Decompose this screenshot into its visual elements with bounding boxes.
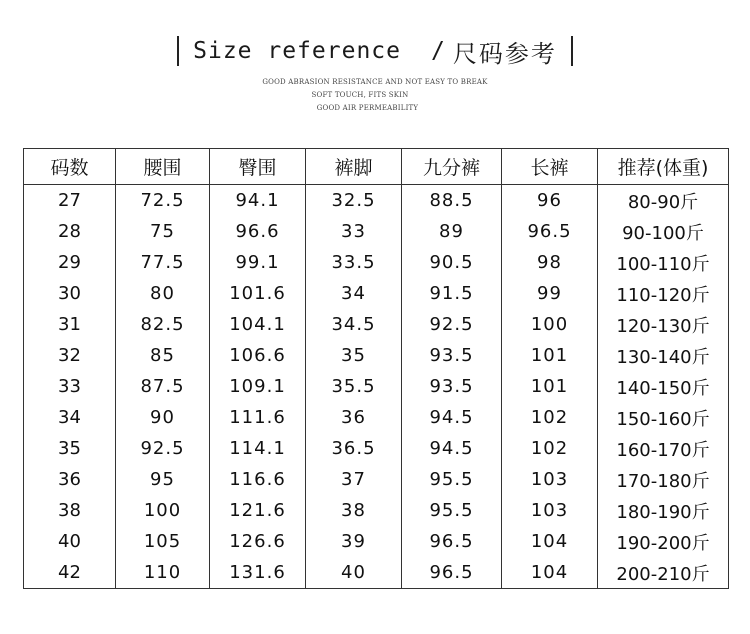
table-cell: 30 xyxy=(24,278,116,309)
table-cell: 93.5 xyxy=(402,340,502,371)
table-row xyxy=(24,557,729,589)
table-row xyxy=(24,309,729,340)
table-cell: 96.5 xyxy=(402,526,502,557)
table-cell: 90.5 xyxy=(402,247,502,278)
table-cell: 200-210斤 xyxy=(598,557,729,589)
table-cell: 96 xyxy=(502,185,598,217)
column-header: 裤脚 xyxy=(306,149,402,185)
table-cell: 99 xyxy=(502,278,598,309)
table-header-row xyxy=(24,149,729,185)
taglines xyxy=(0,76,750,115)
table-cell: 85 xyxy=(116,340,210,371)
table-row xyxy=(24,464,729,495)
table-cell: 31 xyxy=(24,309,116,340)
table-cell: 96.5 xyxy=(402,557,502,589)
table-cell: 32 xyxy=(24,340,116,371)
table-row xyxy=(24,402,729,433)
column-header: 推荐(体重) xyxy=(598,149,729,185)
tagline: SOFT TOUCH, FITS SKIN xyxy=(311,91,409,99)
table-cell: 150-160斤 xyxy=(598,402,729,433)
table-cell: 88.5 xyxy=(402,185,502,217)
table-cell: 104.1 xyxy=(210,309,306,340)
column-header: 腰围 xyxy=(116,149,210,185)
table-cell: 96.6 xyxy=(210,216,306,247)
table-cell: 140-150斤 xyxy=(598,371,729,402)
table-row xyxy=(24,278,729,309)
table-cell: 130-140斤 xyxy=(598,340,729,371)
table-cell: 35 xyxy=(24,433,116,464)
table-cell: 34 xyxy=(306,278,402,309)
title-row xyxy=(0,30,750,72)
table-cell: 38 xyxy=(24,495,116,526)
title-chinese: 尺码参考 xyxy=(452,39,557,68)
table-cell: 120-130斤 xyxy=(598,309,729,340)
table-cell: 100 xyxy=(116,495,210,526)
table-cell: 102 xyxy=(502,433,598,464)
table-cell: 27 xyxy=(24,185,116,217)
size-table xyxy=(23,148,729,589)
table-row xyxy=(24,433,729,464)
table-cell: 170-180斤 xyxy=(598,464,729,495)
table-cell: 95.5 xyxy=(402,495,502,526)
table-cell: 36 xyxy=(306,402,402,433)
table-row xyxy=(24,526,729,557)
table-cell: 116.6 xyxy=(210,464,306,495)
table-cell: 34 xyxy=(24,402,116,433)
table-row xyxy=(24,216,729,247)
table-cell: 80 xyxy=(116,278,210,309)
table-cell: 104 xyxy=(502,526,598,557)
table-cell: 80-90斤 xyxy=(598,185,729,217)
table-cell: 28 xyxy=(24,216,116,247)
table-cell: 82.5 xyxy=(116,309,210,340)
table-cell: 33.5 xyxy=(306,247,402,278)
column-header: 码数 xyxy=(24,149,116,185)
table-row xyxy=(24,495,729,526)
table-row xyxy=(24,340,729,371)
title-slash: / xyxy=(431,38,447,64)
table-cell: 110-120斤 xyxy=(598,278,729,309)
table-cell: 94.5 xyxy=(402,402,502,433)
table-cell: 111.6 xyxy=(210,402,306,433)
table-cell: 101 xyxy=(502,371,598,402)
table-row xyxy=(24,247,729,278)
table-cell: 94.1 xyxy=(210,185,306,217)
table-cell: 190-200斤 xyxy=(598,526,729,557)
table-cell: 103 xyxy=(502,495,598,526)
table-cell: 105 xyxy=(116,526,210,557)
table-cell: 131.6 xyxy=(210,557,306,589)
table-cell: 42 xyxy=(24,557,116,589)
table-cell: 95.5 xyxy=(402,464,502,495)
header xyxy=(0,30,750,115)
column-header: 长裤 xyxy=(502,149,598,185)
table-cell: 37 xyxy=(306,464,402,495)
table-row xyxy=(24,185,729,217)
table-cell: 87.5 xyxy=(116,371,210,402)
table-cell: 95 xyxy=(116,464,210,495)
table-cell: 36.5 xyxy=(306,433,402,464)
table-cell: 40 xyxy=(24,526,116,557)
table-cell: 36 xyxy=(24,464,116,495)
table-cell: 39 xyxy=(306,526,402,557)
table-body xyxy=(24,185,729,589)
table-cell: 93.5 xyxy=(402,371,502,402)
table-cell: 100 xyxy=(502,309,598,340)
table-cell: 29 xyxy=(24,247,116,278)
table-cell: 89 xyxy=(402,216,502,247)
table-cell: 103 xyxy=(502,464,598,495)
table-cell: 99.1 xyxy=(210,247,306,278)
table-cell: 109.1 xyxy=(210,371,306,402)
table-cell: 40 xyxy=(306,557,402,589)
table-cell: 100-110斤 xyxy=(598,247,729,278)
table-cell: 101.6 xyxy=(210,278,306,309)
table-cell: 35.5 xyxy=(306,371,402,402)
table-cell: 32.5 xyxy=(306,185,402,217)
table-cell: 106.6 xyxy=(210,340,306,371)
table-cell: 102 xyxy=(502,402,598,433)
table-cell: 92.5 xyxy=(402,309,502,340)
table-cell: 72.5 xyxy=(116,185,210,217)
table-cell: 96.5 xyxy=(502,216,598,247)
table-cell: 90 xyxy=(116,402,210,433)
table-cell: 101 xyxy=(502,340,598,371)
table-cell: 34.5 xyxy=(306,309,402,340)
title-english: Size reference xyxy=(193,38,401,64)
left-divider-bar xyxy=(177,36,179,66)
table-cell: 33 xyxy=(24,371,116,402)
table-cell: 110 xyxy=(116,557,210,589)
table-cell: 35 xyxy=(306,340,402,371)
table-cell: 160-170斤 xyxy=(598,433,729,464)
table-cell: 104 xyxy=(502,557,598,589)
table-cell: 75 xyxy=(116,216,210,247)
table-row xyxy=(24,371,729,402)
tagline: GOOD AIR PERMEABILITY xyxy=(316,104,419,112)
table-cell: 180-190斤 xyxy=(598,495,729,526)
table-cell: 38 xyxy=(306,495,402,526)
table-cell: 91.5 xyxy=(402,278,502,309)
table-cell: 121.6 xyxy=(210,495,306,526)
tagline: GOOD ABRASION RESISTANCE AND NOT EASY TO BREAK xyxy=(262,78,488,86)
table-cell: 98 xyxy=(502,247,598,278)
table-cell: 90-100斤 xyxy=(598,216,729,247)
table-cell: 33 xyxy=(306,216,402,247)
column-header: 九分裤 xyxy=(402,149,502,185)
table-cell: 114.1 xyxy=(210,433,306,464)
table-cell: 126.6 xyxy=(210,526,306,557)
table-cell: 77.5 xyxy=(116,247,210,278)
right-divider-bar xyxy=(571,36,573,66)
table-cell: 92.5 xyxy=(116,433,210,464)
column-header: 臀围 xyxy=(210,149,306,185)
table-cell: 94.5 xyxy=(402,433,502,464)
